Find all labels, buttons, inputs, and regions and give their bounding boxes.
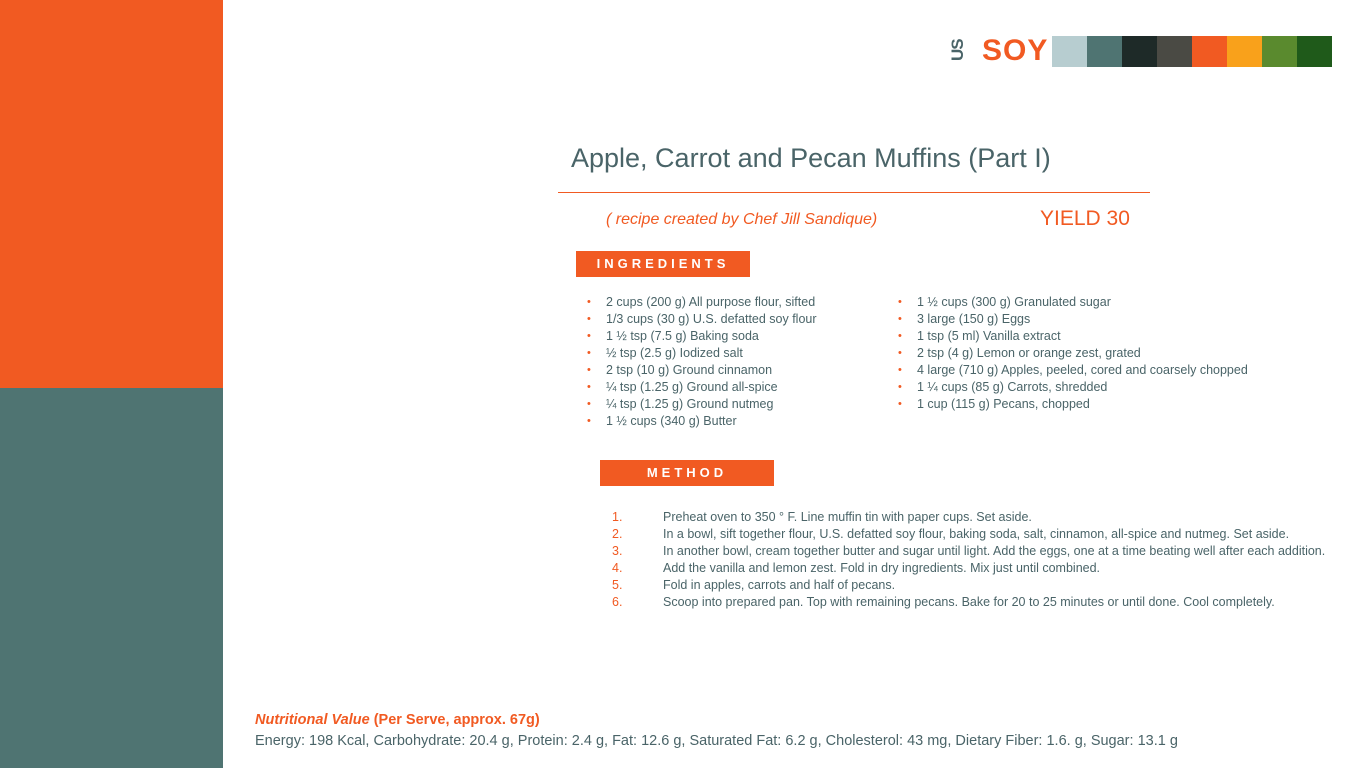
- ingredient-text: ½ tsp (2.5 g) Iodized salt: [606, 346, 743, 360]
- ingredient-text: 2 cups (200 g) All purpose flour, sifted: [606, 295, 816, 309]
- ingredient-item: [587, 413, 817, 430]
- ingredient-item: [587, 294, 817, 311]
- ingredient-item: [898, 328, 1248, 345]
- ingredient-item: [587, 328, 817, 345]
- ingredient-text: 4 large (710 g) Apples, peeled, cored and coarsely chopped: [917, 363, 1248, 377]
- ingredient-text: 1 ½ cups (300 g) Granulated sugar: [917, 295, 1111, 309]
- ingredients-list-right: [898, 294, 1248, 413]
- ingredient-item: [587, 311, 817, 328]
- method-steps: [612, 509, 1332, 611]
- bullet-icon: •: [898, 347, 902, 359]
- recipe-title: Apple, Carrot and Pecan Muffins (Part I): [571, 143, 1051, 173]
- ingredient-text: 1 ¼ cups (85 g) Carrots, shredded: [917, 380, 1108, 394]
- ingredient-item: [587, 362, 817, 379]
- ingredient-text: ¼ tsp (1.25 g) Ground nutmeg: [606, 397, 774, 411]
- bullet-icon: •: [587, 347, 591, 359]
- bullet-icon: •: [898, 296, 902, 308]
- recipe-yield: YIELD 30: [1040, 207, 1130, 230]
- step-text: In a bowl, sift together flour, U.S. defatted soy flour, baking soda, salt, cinnamon, all-spice and nutmeg. Set aside.: [663, 527, 1290, 541]
- bullet-icon: •: [587, 364, 591, 376]
- color-swatch: [1122, 36, 1157, 67]
- us-soy-logo: [948, 34, 1048, 68]
- bullet-icon: •: [587, 296, 591, 308]
- step-number: 1.: [612, 510, 623, 524]
- step-text: Add the vanilla and lemon zest. Fold in dry ingredients. Mix just until combined.: [663, 561, 1101, 575]
- method-step: [612, 577, 1332, 594]
- color-swatch: [1192, 36, 1227, 67]
- color-swatch: [1297, 36, 1332, 67]
- nutrition-heading-label: Nutritional Value: [255, 712, 370, 728]
- ingredients-heading: INGREDIENTS: [576, 251, 750, 277]
- step-number: 3.: [612, 544, 623, 558]
- method-heading: METHOD: [600, 460, 774, 486]
- step-text: Scoop into prepared pan. Top with remaining pecans. Bake for 20 to 25 minutes or until done. Cool completely.: [663, 595, 1275, 609]
- bullet-icon: •: [587, 398, 591, 410]
- step-number: 6.: [612, 595, 623, 609]
- ingredient-item: [898, 379, 1248, 396]
- color-swatch: [1227, 36, 1262, 67]
- recipe-credit: ( recipe created by Chef Jill Sandique): [606, 211, 878, 228]
- ingredient-text: 2 tsp (4 g) Lemon or orange zest, grated: [917, 346, 1141, 360]
- method-step: [612, 543, 1332, 560]
- bullet-icon: •: [898, 364, 902, 376]
- bullet-icon: •: [898, 313, 902, 325]
- step-text: Fold in apples, carrots and half of pecans.: [663, 578, 896, 592]
- ingredients-list-left: [587, 294, 817, 430]
- step-number: 2.: [612, 527, 623, 541]
- ingredient-item: [898, 311, 1248, 328]
- ingredient-item: [898, 396, 1248, 413]
- title-divider: [558, 192, 1150, 193]
- ingredient-text: 1 tsp (5 ml) Vanilla extract: [917, 329, 1061, 343]
- ingredient-text: 1 ½ tsp (7.5 g) Baking soda: [606, 329, 759, 343]
- ingredient-item: [587, 396, 817, 413]
- logo-soy-text: SOY: [982, 34, 1049, 67]
- ingredient-item: [898, 345, 1248, 362]
- ingredient-text: 1 cup (115 g) Pecans, chopped: [917, 397, 1090, 411]
- ingredient-text: 3 large (150 g) Eggs: [917, 312, 1031, 326]
- method-step: [612, 509, 1332, 526]
- color-swatch: [1262, 36, 1297, 67]
- step-text: In another bowl, cream together butter and sugar until light. Add the eggs, one at a time beating well after each addition.: [663, 544, 1326, 558]
- color-swatch-strip: [1052, 36, 1332, 67]
- color-swatch: [1157, 36, 1192, 67]
- bullet-icon: •: [587, 415, 591, 427]
- bullet-icon: •: [587, 381, 591, 393]
- ingredient-text: ¼ tsp (1.25 g) Ground all-spice: [606, 380, 778, 394]
- ingredient-text: 1 ½ cups (340 g) Butter: [606, 414, 737, 428]
- nutrition-heading-serving: (Per Serve, approx. 67g): [369, 712, 540, 728]
- step-number: 5.: [612, 578, 623, 592]
- bullet-icon: •: [898, 330, 902, 342]
- method-step: [612, 526, 1332, 543]
- method-step: [612, 594, 1332, 611]
- side-panel-teal: [0, 388, 223, 768]
- bullet-icon: •: [587, 330, 591, 342]
- color-swatch: [1087, 36, 1122, 67]
- step-number: 4.: [612, 561, 623, 575]
- ingredient-item: [898, 362, 1248, 379]
- method-step: [612, 560, 1332, 577]
- ingredient-text: 2 tsp (10 g) Ground cinnamon: [606, 363, 773, 377]
- side-panel-orange: [0, 0, 223, 388]
- nutrition-values: Energy: 198 Kcal, Carbohydrate: 20.4 g, Protein: 2.4 g, Fat: 12.6 g, Saturated Fat: 6.2 g, Cholesterol: 43 mg, Dietary Fiber: 1.6. g, Sugar: 13.1 g: [255, 733, 1178, 749]
- bullet-icon: •: [898, 398, 902, 410]
- ingredient-item: [587, 345, 817, 362]
- logo-us-text: US: [948, 39, 967, 61]
- color-swatch: [1052, 36, 1087, 67]
- nutrition-heading: [255, 712, 540, 728]
- bullet-icon: •: [587, 313, 591, 325]
- step-text: Preheat oven to 350 ° F. Line muffin tin with paper cups. Set aside.: [663, 510, 1032, 524]
- ingredient-item: [587, 379, 817, 396]
- ingredient-item: [898, 294, 1248, 311]
- bullet-icon: •: [898, 381, 902, 393]
- ingredient-text: 1/3 cups (30 g) U.S. defatted soy flour: [606, 312, 817, 326]
